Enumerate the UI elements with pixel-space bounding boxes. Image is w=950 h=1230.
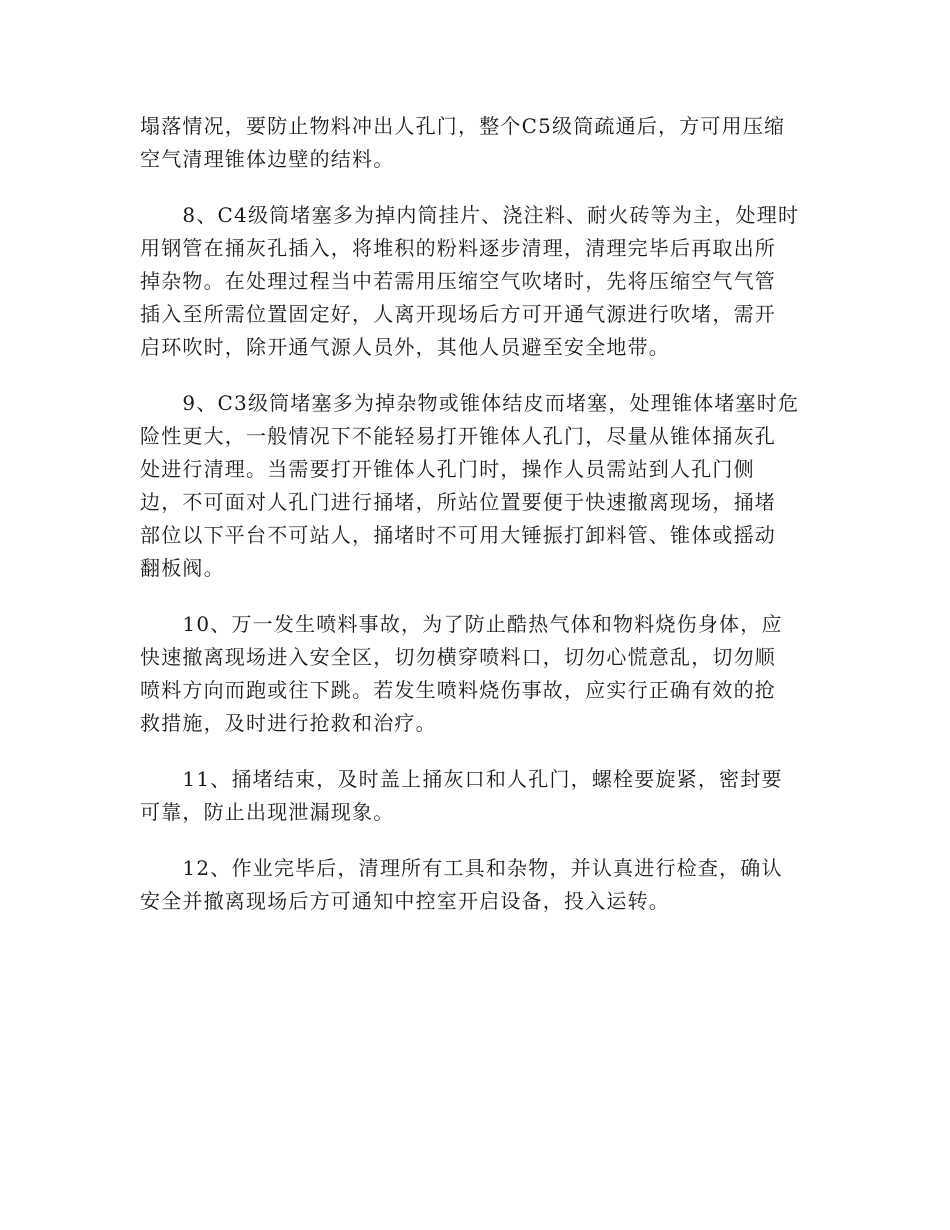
paragraph-10 xyxy=(140,608,820,740)
text-line: 翻板阀。 xyxy=(140,556,225,580)
text-line: 部位以下平台不可站人，捅堵时不可用大锤振打卸料管、锥体或摇动 xyxy=(140,523,776,547)
text-line: 插入至所需位置固定好，人离开现场后方可开通气源进行吹堵，需开 xyxy=(140,302,776,326)
text-line: 8、C4级筒堵塞多为掉内筒挂片、浇注料、耐火砖等为主，处理时 xyxy=(140,203,800,227)
text-line: 处进行清理。当需要打开锥体人孔门时，操作人员需站到人孔门侧 xyxy=(140,457,755,481)
text-line: 边，不可面对人孔门进行捅堵，所站位置要便于快速撤离现场，捅堵 xyxy=(140,490,776,514)
text-line: 启环吹时，除开通气源人员外，其他人员避至安全地带。 xyxy=(140,335,670,359)
document-body xyxy=(140,110,820,941)
text-line: 险性更大，一般情况下不能轻易打开锥体人孔门，尽量从锥体捅灰孔 xyxy=(140,424,776,448)
text-line: 喷料方向而跑或往下跳。若发生喷料烧伤事故，应实行正确有效的抢 xyxy=(140,678,776,702)
paragraph-12 xyxy=(140,852,820,918)
text-line: 快速撤离现场进入安全区，切勿横穿喷料口，切勿心慌意乱，切勿顺 xyxy=(140,645,776,669)
text-line: 用钢管在捅灰孔插入，将堆积的粉料逐步清理，清理完毕后再取出所 xyxy=(140,236,776,260)
text-line: 塌落情况，要防止物料冲出人孔门，整个C5级筒疏通后，方可用压缩 xyxy=(140,114,786,138)
text-line: 12、作业完毕后，清理所有工具和杂物，并认真进行检查，确认 xyxy=(140,856,783,880)
text-line: 空气清理锥体边壁的结料。 xyxy=(140,147,395,171)
paragraph-9 xyxy=(140,387,820,585)
text-line: 9、C3级筒堵塞多为掉杂物或锥体结皮而堵塞，处理锥体堵塞时危 xyxy=(140,391,800,415)
text-line: 可靠，防止出现泄漏现象。 xyxy=(140,800,395,824)
paragraph-11 xyxy=(140,763,820,829)
paragraph-8 xyxy=(140,199,820,364)
text-line: 10、万一发生喷料事故，为了防止酷热气体和物料烧伤身体，应 xyxy=(140,612,783,636)
text-line: 掉杂物。在处理过程当中若需用压缩空气吹堵时，先将压缩空气气管 xyxy=(140,269,776,293)
text-line: 安全并撤离现场后方可通知中控室开启设备，投入运转。 xyxy=(140,889,670,913)
text-line: 救措施，及时进行抢救和治疗。 xyxy=(140,711,437,735)
paragraph-7-continued xyxy=(140,110,820,176)
text-line: 11、捅堵结束，及时盖上捅灰口和人孔门，螺栓要旋紧，密封要 xyxy=(140,767,783,791)
